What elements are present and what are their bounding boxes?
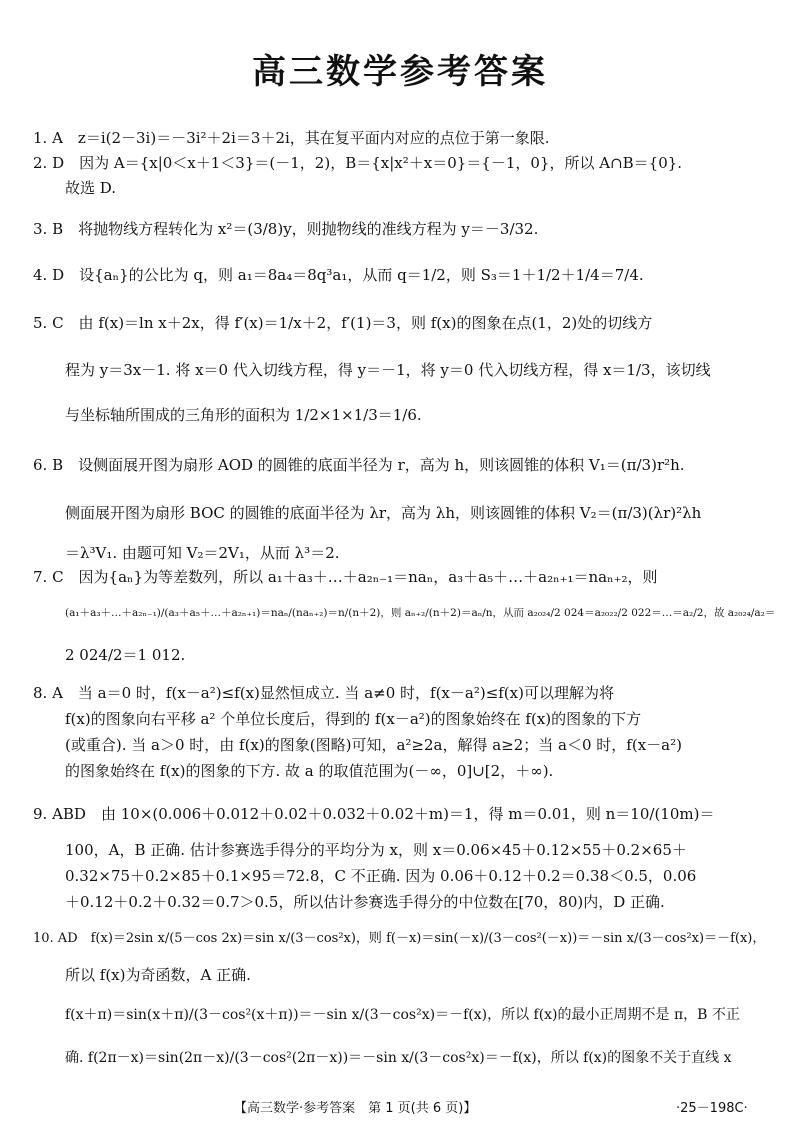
page-title: 高三数学参考答案 (252, 52, 548, 92)
answer-3: 3. B 将抛物线方程转化为 x²＝(3/8)y，则抛物线的准线方程为 y＝－3/32. (33, 220, 539, 238)
exam-code: ·25－198C· (676, 1101, 748, 1116)
answer-10-cont-3: 确. f(2π－x)＝sin(2π－x)/(3－cos²(2π－x))＝－sin x/(3－cos²x)＝－f(x)，所以 f(x)的图象不关于直线 x (65, 1050, 732, 1066)
answer-9-cont-3: ＋0.12＋0.2＋0.32＝0.7＞0.5，所以估计参赛选手得分的中位数在[70，80)内，D 正确. (65, 893, 665, 911)
answer-5-cont-1: 程为 y＝3x－1. 将 x＝0 代入切线方程，得 y＝－1，将 y＝0 代入切线方程，得 x＝1/3，该切线 (65, 361, 711, 379)
answer-9: 9. ABD 由 10×(0.006＋0.012＋0.02＋0.032＋0.02＋m)＝1，得 m＝0.01，则 n＝10/(10m)＝ (33, 805, 715, 823)
answer-7-cont-1: (a₁＋a₃＋…＋a₂ₙ₋₁)/(a₃＋a₅＋…＋a₂ₙ₊₁)＝naₙ/(naₙ₊₂)＝n/(n＋2)，则 aₙ₊₂/(n＋2)＝aₙ/n，从而 a₂₀₂₄/2 024＝a₂₀₂₂/2 022＝…＝a₂/2，故 a₂₀₂₄/a₂＝ (65, 607, 776, 619)
answer-8-cont-3: 的图象始终在 f(x)的图象的下方. 故 a 的取值范围为(－∞，0]∪[2，＋∞). (65, 762, 554, 780)
answer-4: 4. D 设{aₙ}的公比为 q，则 a₁＝8a₄＝8q³a₁，从而 q＝1/2，则 S₃＝1＋1/2＋1/4＝7/4. (33, 266, 644, 284)
answer-6-cont-1: 侧面展开图为扇形 BOC 的圆锥的底面半径为 λr，高为 λh，则该圆锥的体积 V₂＝(π/3)(λr)²λh (65, 504, 702, 522)
answer-7-cont-2: 2 024/2＝1 012. (65, 646, 186, 664)
answer-2-cont: 故选 D. (65, 179, 117, 197)
answer-8-cont-2: (或重合). 当 a＞0 时，由 f(x)的图象(图略)可知，a²≥2a，解得 a≥2；当 a＜0 时，f(x－a²) (65, 736, 682, 754)
answer-10: 10. AD f(x)＝2sin x/(5－cos 2x)＝sin x/(3－cos²x)，则 f(－x)＝sin(－x)/(3－cos²(－x))＝－sin x/(3－cos²x)＝－f(x)， (33, 931, 766, 946)
answer-9-cont-2: 0.32×75＋0.2×85＋0.1×95＝72.8，C 不正确. 因为 0.06＋0.12＋0.2＝0.38＜0.5，0.06 (65, 867, 697, 885)
answer-2: 2. D 因为 A＝{x|0＜x＋1＜3}＝(－1，2)，B＝{x|x²＋x＝0}＝{－1，0}，所以 A∩B＝{0}. (33, 154, 683, 172)
answer-8-cont-1: f(x)的图象向右平移 a² 个单位长度后，得到的 f(x－a²)的图象始终在 f(x)的图象的下方 (65, 710, 642, 728)
answer-9-cont-1: 100，A，B 正确. 估计参赛选手得分的平均分为 x，则 x＝0.06×45＋0.12×55＋0.2×65＋ (65, 841, 687, 859)
answer-10-cont-2: f(x＋π)＝sin(x＋π)/(3－cos²(x＋π))＝－sin x/(3－cos²x)＝－f(x)，所以 f(x)的最小正周期不是 π，B 不正 (65, 1007, 740, 1023)
answer-5: 5. C 由 f(x)＝ln x＋2x，得 f′(x)＝1/x＋2，f′(1)＝3，则 f(x)的图象在点(1，2)处的切线方 (33, 314, 653, 332)
answer-7: 7. C 因为{aₙ}为等差数列，所以 a₁＋a₃＋…＋a₂ₙ₋₁＝naₙ，a₃＋a₅＋…＋a₂ₙ₊₁＝naₙ₊₂，则 (33, 568, 658, 586)
answer-6-cont-2: ＝λ³V₁. 由题可知 V₂＝2V₁，从而 λ³＝2. (65, 544, 340, 562)
answer-5-cont-2: 与坐标轴所围成的三角形的面积为 1/2×1×1/3＝1/6. (65, 406, 422, 424)
answer-1: 1. A z＝i(2－3i)＝－3i²＋2i＝3＋2i，其在复平面内对应的点位于第一象限. (33, 129, 550, 147)
answer-10-cont-1: 所以 f(x)为奇函数，A 正确. (65, 966, 251, 984)
answer-6: 6. B 设侧面展开图为扇形 AOD 的圆锥的底面半径为 r，高为 h，则该圆锥的体积 V₁＝(π/3)r²h. (33, 456, 685, 474)
page-footer: 【高三数学·参考答案 第 1 页(共 6 页)】 (234, 1101, 477, 1116)
answer-8: 8. A 当 a＝0 时，f(x－a²)≤f(x)显然恒成立. 当 a≠0 时，f(x－a²)≤f(x)可以理解为将 (33, 684, 614, 702)
